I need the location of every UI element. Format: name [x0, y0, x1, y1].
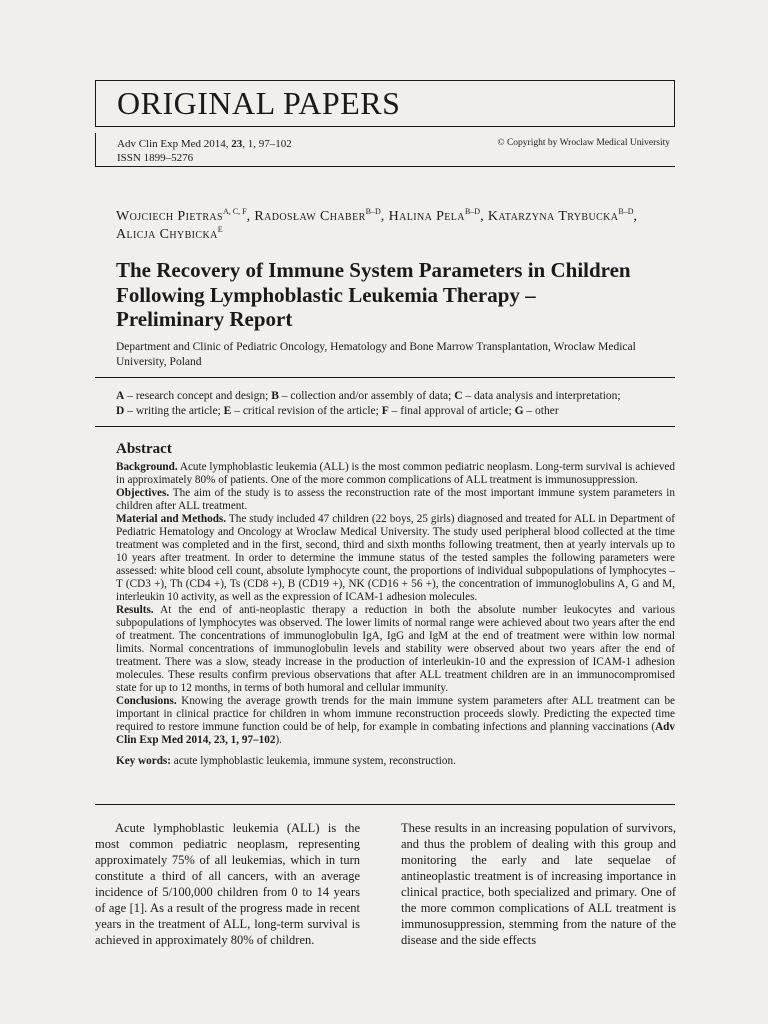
conclusions-label: Conclusions.	[116, 695, 177, 707]
contribution-text: – critical revision of the article;	[231, 404, 382, 417]
section-title: ORIGINAL PAPERS	[117, 85, 401, 121]
conclusions-text: Knowing the average growth trends for the main immune system parameters after ALL treatment can be important in clinical practice for children in whom immune reconstruction proceeds slowly. Predicting the expected time required to restore immune function could be of help, for example in combating infections and planning vaccinations (	[116, 695, 675, 733]
copyright: © Copyright by Wroclaw Medical University	[497, 138, 670, 148]
affiliation: Department and Clinic of Pediatric Oncology, Hematology and Bone Marrow Transplantation, Wroclaw Medical University, Poland	[116, 341, 636, 368]
journal-prefix: Adv Clin Exp Med 2014,	[117, 138, 232, 150]
abstract-results	[116, 604, 675, 695]
author	[254, 209, 388, 224]
contribution-text: – collection and/or assembly of data;	[278, 390, 455, 402]
contribution-legend	[116, 389, 676, 418]
issn: ISSN 1899–5276	[117, 152, 194, 164]
author-list	[116, 208, 676, 244]
author-name: Katarzyna Trybucka	[487, 209, 619, 224]
divider	[95, 426, 675, 427]
author-roles: E	[217, 225, 223, 234]
contribution-text: – final approval of article;	[388, 404, 515, 417]
methods-text: The study included 47 children (22 boys, 25 girls) diagnosed and treated for ALL in Department of Pediatric Hematology and Oncology at Wroclaw Medical University. The study used peripheral blood collected at the time treatment was completed and in the first, second, third and sixth months following treatment, then at yearly intervals up to 10 years after treatment. In order to determine the immune status of the tested samples the following parameters were assessed: white blood cell count, absolute lymphocyte count, the proportions of individual subpopulations of lymphocytes – T (CD3 +), Th (CD4 +), Ts (CD8 +), B (CD19 +), NK (CD16 + 56 +), the concentration of immunoglobulins A, G and M, interleukin 10 activity, as well as the expression of ICAM-1 adhesion molecules.	[116, 513, 675, 603]
abstract-objectives	[116, 487, 675, 513]
keywords	[116, 755, 675, 768]
author-name: Radosław Chaber	[254, 209, 366, 224]
methods-label: Material and Methods.	[116, 513, 227, 525]
article-title: The Recovery of Immune System Parameters in Children Following Lymphoblastic Leukemia Therapy – Preliminary Report	[116, 258, 631, 331]
author-roles: B–D	[618, 207, 634, 216]
divider	[95, 804, 675, 805]
contribution-key: F	[381, 404, 389, 417]
abstract-methods	[116, 513, 675, 604]
author-separator: ,	[380, 209, 389, 224]
author-name: Wojciech Pietras	[116, 209, 224, 224]
author-roles: A, C, F	[223, 207, 247, 216]
contribution-key: B	[271, 390, 279, 402]
divider	[95, 377, 675, 378]
author	[116, 227, 223, 242]
conclusions-end: ).	[275, 734, 282, 746]
body-column-left: Acute lymphoblastic leukemia (ALL) is the most common pediatric neoplasm, representing approximately 75% of all leukemias, which in turn constitute a third of all cancers, with an average incidence of 5/100,000 children from 0 to 14 years of age [1]. As a result of the progress made in recent years in the treatment of ALL, long-term survival is achieved in approximately 80% of children.	[95, 821, 360, 947]
author-separator: ,	[246, 209, 255, 224]
author-separator: ,	[633, 209, 638, 224]
keywords-text: acute lymphoblastic leukemia, immune system, reconstruction.	[171, 755, 456, 767]
contribution-text: – writing the article;	[124, 404, 224, 417]
author	[488, 209, 638, 224]
contribution-text: – data analysis and interpretation;	[462, 390, 621, 402]
journal-suffix: , 1, 97–102	[242, 138, 292, 150]
contribution-key: E	[223, 404, 232, 417]
author-roles: B–D	[365, 207, 381, 216]
contribution-text: – research concept and design;	[124, 390, 272, 402]
author	[389, 209, 488, 224]
results-text: At the end of anti-neoplastic therapy a reduction in both the absolute number leukocytes and various subpopulations of lymphocytes was observed. The lower limits of normal range were achieved about two years after the end of treatment. The concentrations of immunoglobulin IgA, IgG and IgM at the end of treatment were within low normal limits. Normal concentrations of immunoglobulin levels and stability were observed about two years after the end of treatment. There was a slow, steady increase in the production of interleukin-10 and the expression of ICAM-1 adhesion molecules. These results confirm previous observations that after ALL treatment children are in an immunocompromised state for up to 12 months, in terms of both humoral and cellular immunity.	[116, 604, 675, 694]
body-column-right: These results in an increasing population of survivors, and thus the problem of dealing with this group and monitoring the early and late sequelae of antineoplastic treatment is of increasing importance in clinical practice, both specialized and primary. One of the more common complications of ALL treatment is immunosuppression, stemming from the nature of the disease and the side effects	[401, 821, 676, 947]
citation: Adv Clin Exp Med 2014, 23, 1, 97–102	[116, 721, 675, 746]
contribution-text: – other	[523, 404, 559, 417]
journal-volume: 23	[231, 138, 243, 150]
journal-reference	[117, 137, 292, 151]
contribution-key: A	[116, 390, 125, 402]
keywords-label: Key words:	[116, 755, 171, 767]
contribution-key: C	[454, 390, 463, 402]
objectives-label: Objectives.	[116, 487, 170, 499]
background-text: Acute lymphoblastic leukemia (ALL) is the most common pediatric neoplasm. Long-term survival is achieved in approximately 80% of patients. One of the more common complications of ALL treatment is immunosuppression.	[116, 461, 675, 486]
abstract-body	[116, 461, 675, 768]
contribution-key: D	[116, 404, 125, 417]
author-roles: B–D	[464, 207, 481, 216]
objectives-text: The aim of the study is to assess the reconstruction rate of the most important immune system parameters in children after ALL treatment.	[116, 487, 675, 512]
author-name: Halina Pela	[388, 209, 465, 224]
abstract-background	[116, 461, 675, 487]
abstract-heading: Abstract	[116, 441, 172, 457]
abstract-conclusions	[116, 695, 675, 747]
author-separator: ,	[480, 209, 488, 224]
contribution-key: G	[514, 404, 524, 417]
background-label: Background.	[116, 461, 178, 473]
results-label: Results.	[116, 604, 154, 616]
author	[116, 209, 254, 224]
author-name: Alicja Chybicka	[116, 227, 218, 242]
